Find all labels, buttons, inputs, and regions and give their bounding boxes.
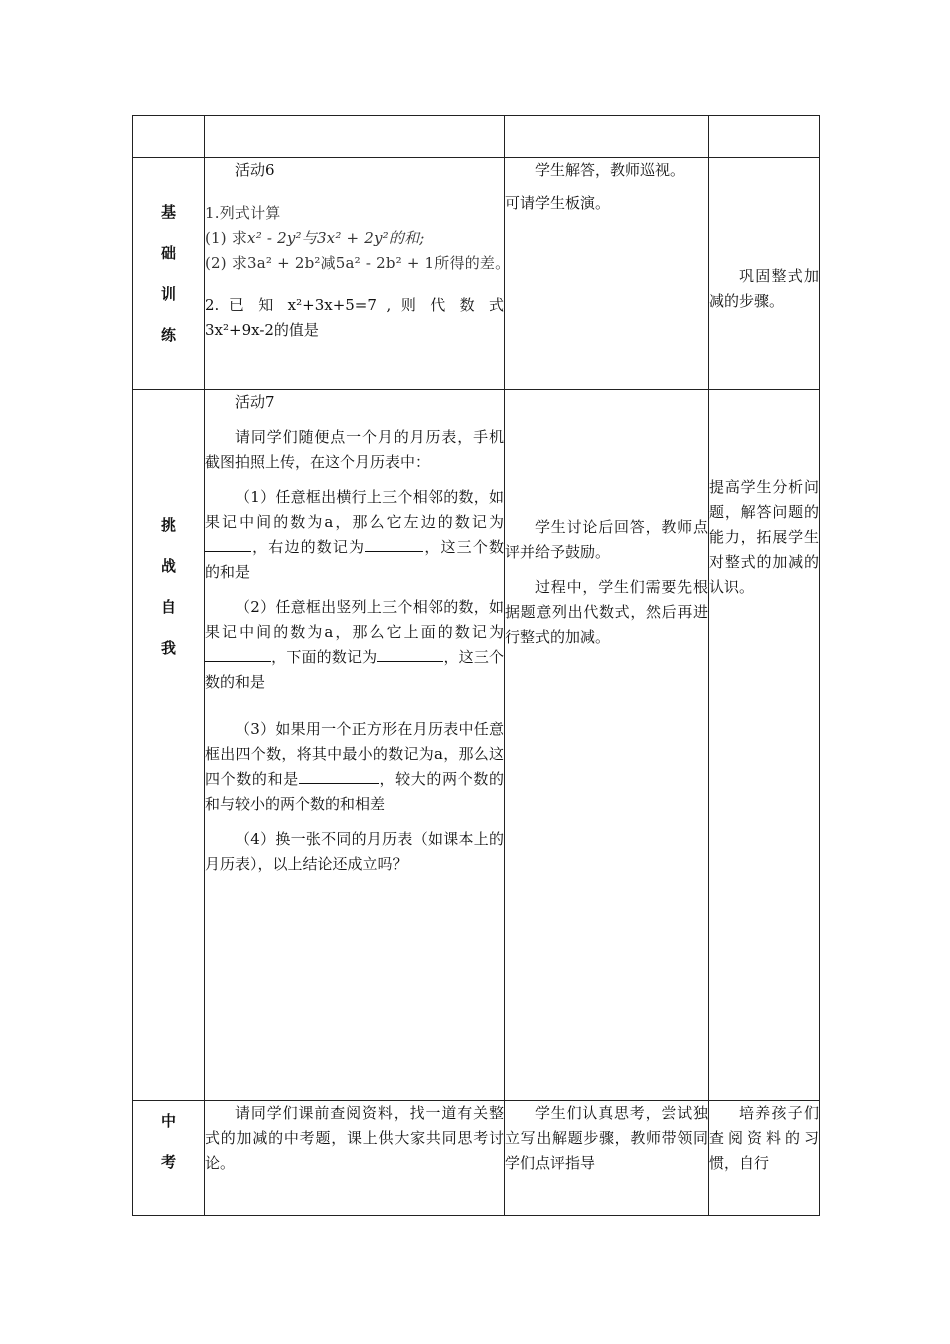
aim-cell-exam: 培养孩子们查阅资料的习惯，自行 [709,1101,820,1216]
table-row-challenge [133,390,820,1101]
question-1: （1）任意框出横行上三个相邻的数，如果记中间的数为a，那么它左边的数记为，右边的数记为 ，这三个数的和是 [205,488,504,581]
stage-label-basic: 基 础 训 练 [133,158,205,390]
lesson-plan-table [132,115,820,1216]
question-2: （2）任意框出竖列上三个相邻的数，如果记中间的数为a，那么它上面的数记为，下面的数记为 ，这三个数的和是 [205,598,504,691]
answer-blank [377,645,443,662]
answer-blank [205,645,271,662]
answer-blank [299,767,379,784]
table-row-exam [133,1101,820,1216]
activity-title: 活动7 [235,393,275,411]
answer-blank [205,535,251,552]
question-4: （4）换一张不同的月历表（如课本上的月历表），以上结论还成立吗？ [205,830,504,873]
question-1-2: (2) 求3a² + 2b²减5a² - 2b² + 1所得的差。 [205,254,511,272]
question-2: 2. 已 知 x²+3x+5=7 , 则 代 数 式 3x²+9x-2的值是 [205,296,504,339]
stage-label-challenge: 挑 战 自 我 [133,390,205,1101]
cell-empty [505,116,709,158]
aim-cell-basic: 巩固整式加减的步骤。 [709,158,820,390]
cell-empty [133,116,205,158]
intro-paragraph: 请同学们随便点一个月的月历表，手机截图拍照上传，在这个月历表中： [205,428,504,471]
activity-cell-challenge: 学生讨论后回答，教师点评并给予鼓励。 过程中，学生们需要先根据题意列出代数式，然后再进行整式的加减。 [505,390,709,1101]
content-cell-exam: 请同学们课前查阅资料，找一道有关整式的加减的中考题，课上供大家共同思考讨论。 [205,1101,505,1216]
activity-title: 活动6 [235,161,275,179]
table-row-basic-training [133,158,820,390]
question-3: （3）如果用一个正方形在月历表中任意框出四个数，将其中最小的数记为a，那么这四个数的和是 ，较大的两个数的和与较小的两个数的和相差 [205,720,504,813]
content-cell-basic [205,158,511,390]
cell-empty [709,116,820,158]
aim-cell-challenge: 提高学生分析问题，解答问题的能力，拓展学生对整式的加减的认识。 [709,390,820,1101]
question-1-1: (1) 求x² - 2y²与3x² + 2y²的和; [205,229,425,247]
stage-label-exam: 中 考 [133,1101,205,1216]
question-1-title: 1.列式计算 [205,204,281,222]
cell-empty [205,116,505,158]
content-cell-challenge [205,390,505,1101]
activity-cell-basic: 学生解答，教师巡视。 可请学生板演。 [505,158,709,390]
table-row-header [133,116,820,158]
answer-blank [365,535,423,552]
activity-cell-exam: 学生们认真思考，尝试独立写出解题步骤，教师带领同学们点评指导 [505,1101,709,1216]
